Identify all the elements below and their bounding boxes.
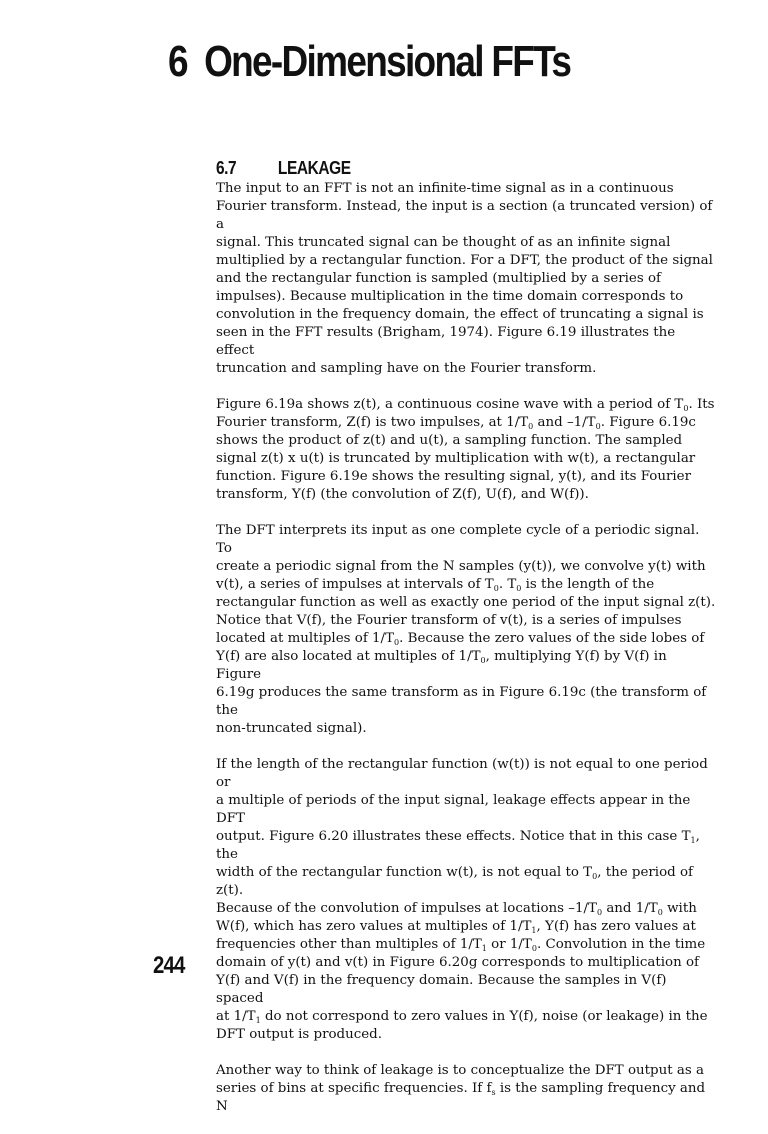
paragraph: Figure 6.19a shows z(t), a continuous cosine wave with a period of $T_0$. Its Fourier transform, Z(f) is two impulses, at $1/T_0$ and $-1/T_0$. Figure 6.19c shows the product of z(t) and u(t), a sampling function. The sampled signal z(t) x u(t) is truncated by multiplication with w(t), a rectangular function. Figure 6.19e shows the resulting signal, y(t), and its Fourier transform, Y(f) (the convolution of Z(f), U(f), and W(f)).	[216, 397, 715, 502]
subscript: 0	[516, 584, 522, 593]
subscript: 0	[596, 908, 603, 917]
subscript: 0	[683, 404, 689, 413]
subscript: 0	[531, 944, 537, 953]
subscript: 0	[394, 638, 400, 647]
paragraph: The DFT interprets its input as one complete cycle of a periodic signal. To create a periodic signal from the N samples (y(t)), we convolve y(t) with v(t), a series of impulses at intervals of $T_0$. $T_0$ is the length of the rectangular function as well as exactly one period of the input signal z(t). Notice that V(f), the Fourier transform of v(t), is a series of impulses located at multiples of $1/T_0$. Because the zero values of the side lobes of Y(f) are also located at multiples of $1/T_0$, multiplying Y(f) by V(f) in Figure 6.19g produces the same transform as in Figure 6.19c (the transform of the non-truncated signal).	[216, 523, 716, 736]
subscript: 0	[480, 656, 486, 665]
subscript: 0	[528, 422, 534, 431]
paragraph: Another way to think of leakage is to conceptualize the DFT output as a series of bins at specific frequencies. If $f_s$ is the sampling frequency and N	[216, 1063, 706, 1114]
section-number: 6.7	[216, 158, 237, 178]
body-text	[216, 180, 716, 1134]
subscript: 0	[657, 908, 663, 917]
chapter-name: One-Dimensional FFTs	[204, 37, 571, 86]
subscript: 0	[592, 872, 598, 881]
paragraph: The input to an FFT is not an infinite-time signal as in a continuous Fourier transform. Instead, the input is a section (a truncated version) of a signal. This truncated signal can be thought of as an infinite signal multiplied by a rectangular function. For a DFT, the product of the signal and the rectangular function is sampled (multiplied by a series of impulses). Because multiplication in the time domain corresponds to convolution in the frequency domain, the effect of truncating a signal is seen in the FFT results (Brigham, 1974). Figure 6.19 illustrates the effect truncation and sampling have on the Fourier transform.	[216, 181, 713, 376]
subscript: 0	[493, 584, 499, 593]
subscript: 1	[255, 1016, 261, 1025]
page-number: 244	[153, 952, 185, 979]
subscript: 0	[595, 422, 601, 431]
subscript: 1	[690, 836, 696, 845]
paragraph: If the length of the rectangular function (w(t)) is not equal to one period or a multiple of periods of the input signal, leakage effects appear in the DFT output. Figure 6.20 illustrates these effects. Notice that in this case $T_1$, the width of the rectangular function w(t), is not equal to $T_0$, the period of z(t). Because of the convolution of impulses at locations $-1/T_0$ and $1/T_0$ with W(f), which has zero values at multiples of $1/T_1$, Y(f) has zero values at frequencies other than multiples of $1/T_1$ or $1/T_0$. Convolution in the time domain of y(t) and v(t) in Figure 6.20g corresponds to multiplication of Y(f) and V(f) in the frequency domain. Because the samples in V(f) spaced at $1/T_1$ do not correspond to zero values in Y(f), noise (or leakage) in the DFT output is produced.	[216, 757, 708, 1042]
chapter-title	[168, 38, 570, 86]
subscript: s	[491, 1088, 496, 1097]
subscript: 1	[481, 944, 487, 953]
section-title: LEAKAGE	[277, 158, 351, 178]
section-heading	[216, 158, 351, 179]
subscript: 1	[531, 926, 537, 935]
chapter-number: 6	[168, 37, 187, 86]
